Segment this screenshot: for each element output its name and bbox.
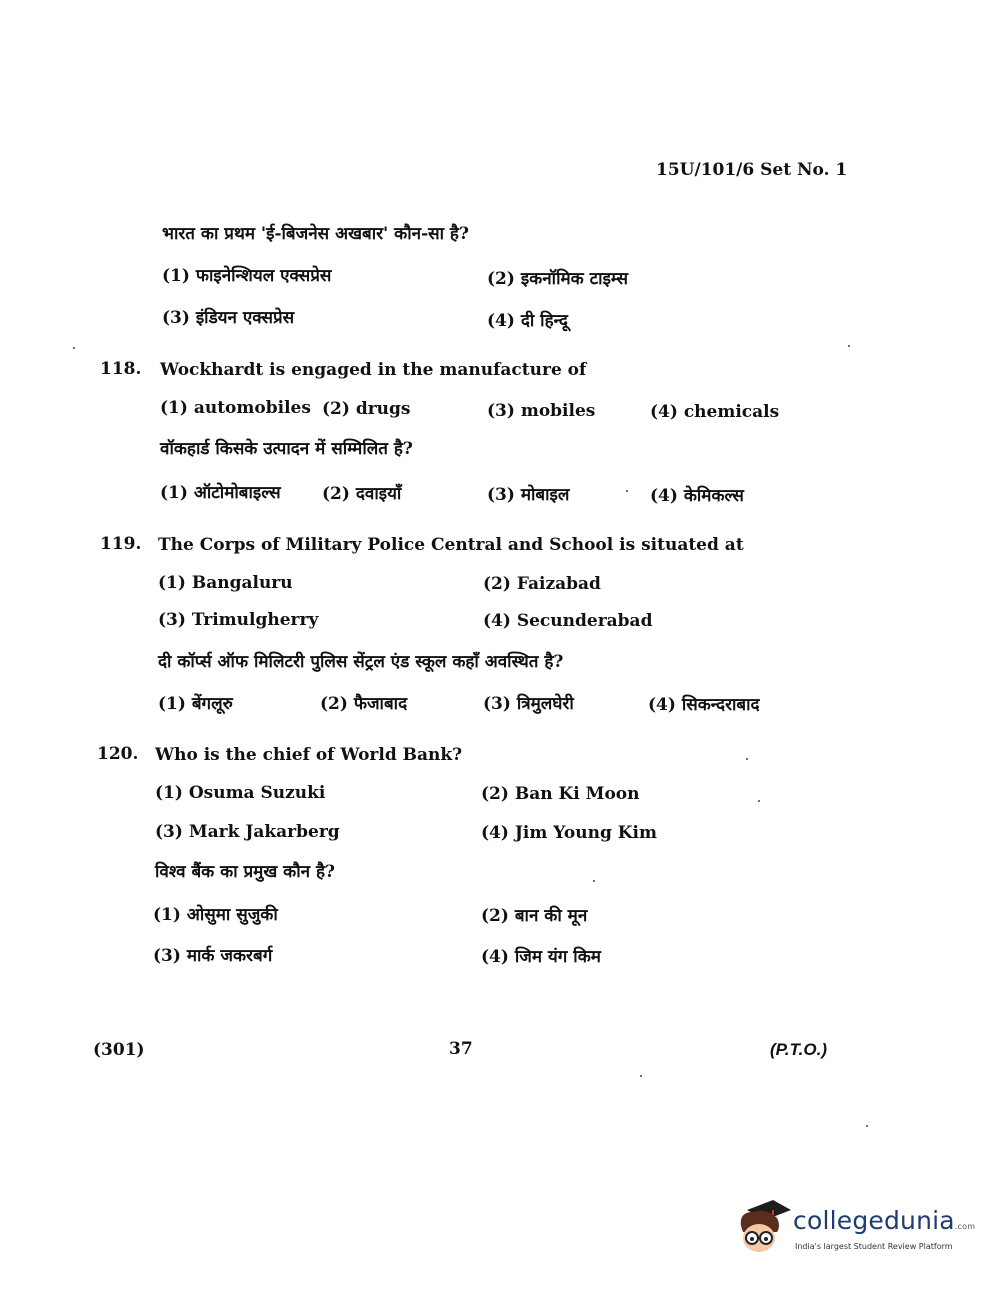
scan-speck xyxy=(848,345,850,347)
q119-number: 119. xyxy=(100,534,142,554)
scan-speck xyxy=(73,347,75,349)
q119-option-1-hindi: (1) बेंगलूरु xyxy=(158,694,233,714)
q118-question: Wockhardt is engaged in the manufacture of xyxy=(160,360,587,380)
logo-tagline: India's largest Student Review Platform xyxy=(795,1242,953,1251)
set-code: 15U/101/6 Set No. 1 xyxy=(656,160,848,180)
q120-option-3-hindi: (3) मार्क जकरबर्ग xyxy=(153,946,273,966)
q120-option-4: (4) Jim Young Kim xyxy=(481,823,657,843)
scan-speck xyxy=(866,1125,868,1127)
q120-option-1: (1) Osuma Suzuki xyxy=(155,783,326,803)
q120-option-1-hindi: (1) ओसुमा सुजुकी xyxy=(153,905,278,925)
q119-option-3-hindi: (3) त्रिमुलघेरी xyxy=(483,694,574,714)
q120-question: Who is the chief of World Bank? xyxy=(155,745,463,765)
q119-question: The Corps of Military Police Central and School is situated at xyxy=(158,535,744,555)
q118-number: 118. xyxy=(100,359,142,379)
q120-question-hindi: विश्व बैंक का प्रमुख कौन है? xyxy=(155,862,335,882)
q119-question-hindi: दी कॉर्प्स ऑफ मिलिटरी पुलिस सेंट्रल एंड स्कूल कहाँ अवस्थित है? xyxy=(158,652,564,672)
logo-wordmark: collegedunia xyxy=(793,1206,955,1235)
q118-option-3-hindi: (3) मोबाइल xyxy=(487,485,570,505)
q118-option-4: (4) chemicals xyxy=(650,402,780,422)
pto-label: (P.T.O.) xyxy=(770,1040,827,1059)
q120-number: 120. xyxy=(97,744,139,764)
collegedunia-logo xyxy=(733,1196,976,1260)
scan-speck xyxy=(758,800,760,802)
scan-speck xyxy=(640,1075,642,1077)
q119-option-2: (2) Faizabad xyxy=(483,574,601,594)
scan-speck xyxy=(746,758,748,760)
q119-option-1: (1) Bangaluru xyxy=(158,573,293,593)
q119-option-2-hindi: (2) फैजाबाद xyxy=(320,694,408,714)
q120-option-2-hindi: (2) बान की मून xyxy=(481,906,588,926)
q117-question-hindi: भारत का प्रथम 'ई-बिजनेस अखबार' कौन-सा है? xyxy=(162,224,469,244)
q119-option-4-hindi: (4) सिकन्दराबाद xyxy=(648,695,760,715)
q117-option-4-hindi: (4) दी हिन्दू xyxy=(487,311,568,331)
page-number: 37 xyxy=(449,1039,473,1059)
q117-option-2-hindi: (2) इकनॉमिक टाइम्स xyxy=(487,269,628,289)
q119-option-4: (4) Secunderabad xyxy=(483,611,653,631)
q118-question-hindi: वॉकहार्ड किसके उत्पादन में सम्मिलित है? xyxy=(160,439,413,459)
q118-option-2: (2) drugs xyxy=(322,399,411,419)
q120-option-3: (3) Mark Jakarberg xyxy=(155,822,340,842)
q120-option-2: (2) Ban Ki Moon xyxy=(481,784,640,804)
scan-speck xyxy=(593,880,595,882)
q117-option-3-hindi: (3) इंडियन एक्सप्रेस xyxy=(162,308,295,328)
student-mascot-icon xyxy=(733,1196,791,1258)
q118-option-4-hindi: (4) केमिकल्स xyxy=(650,486,744,506)
logo-tld: .com xyxy=(954,1222,976,1231)
q118-option-3: (3) mobiles xyxy=(487,401,596,421)
q117-option-1-hindi: (1) फाइनेन्शियल एक्सप्रेस xyxy=(162,266,332,286)
q118-option-1: (1) automobiles xyxy=(160,398,311,418)
q118-option-1-hindi: (1) ऑटोमोबाइल्स xyxy=(160,483,281,503)
scan-speck xyxy=(626,490,628,492)
paper-code: (301) xyxy=(93,1040,145,1060)
q120-option-4-hindi: (4) जिम यंग किम xyxy=(481,947,601,967)
q119-option-3: (3) Trimulgherry xyxy=(158,610,319,630)
q118-option-2-hindi: (2) दवाइयाँ xyxy=(322,484,402,504)
